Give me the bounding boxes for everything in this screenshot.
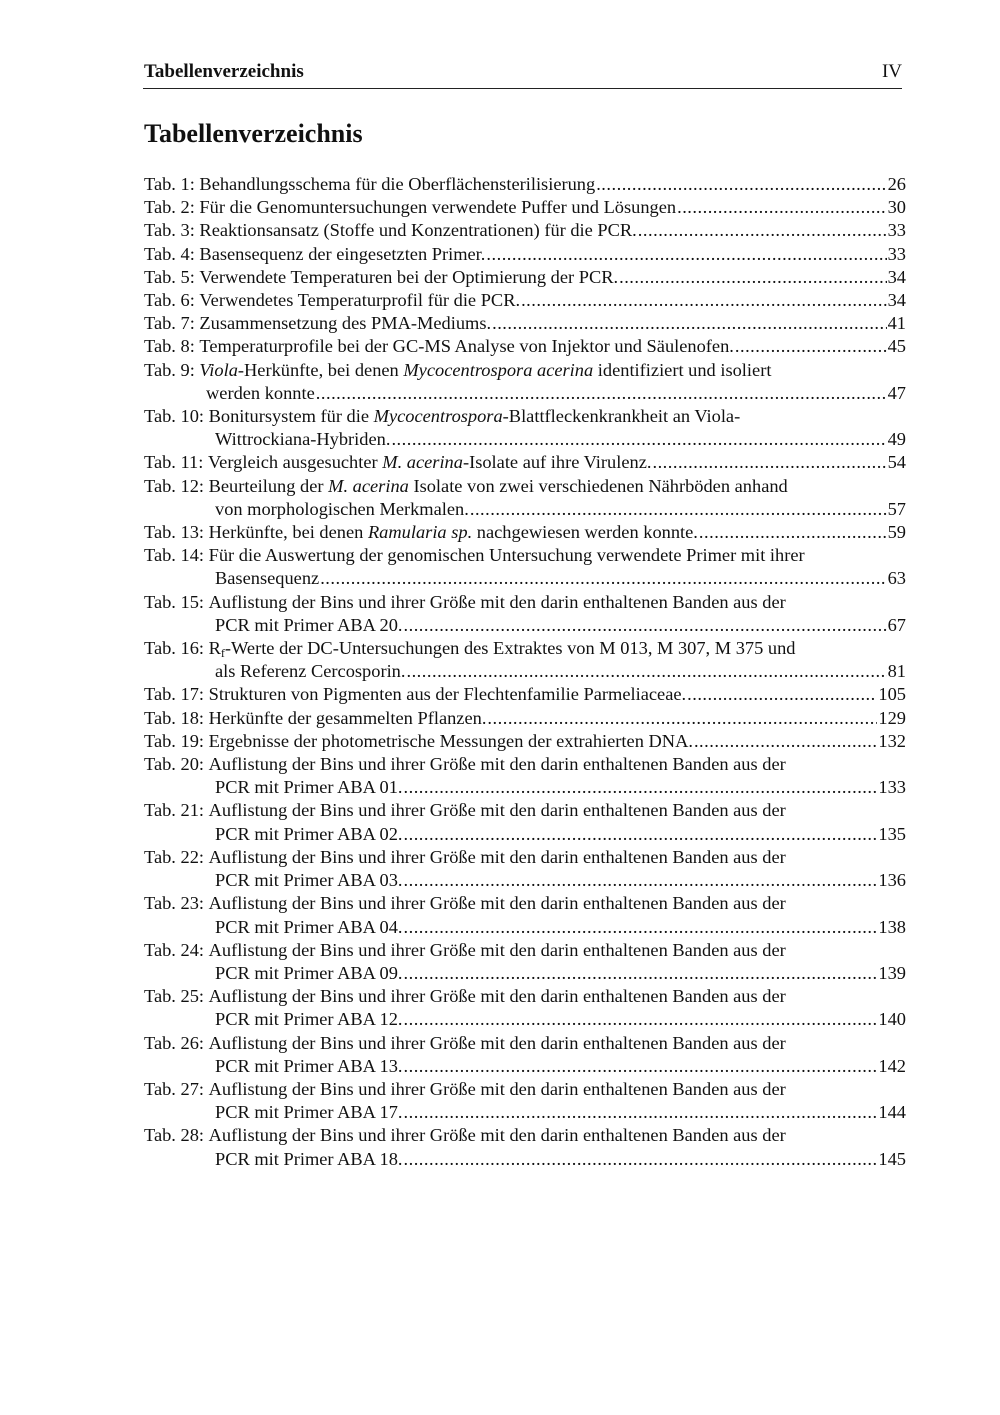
- dot-leader: [596, 173, 886, 196]
- dot-leader: [699, 521, 887, 544]
- toc-entry-23[interactable]: [144, 892, 906, 938]
- dot-leader: [687, 683, 877, 706]
- entry-label: Tab. 22:: [144, 846, 205, 867]
- dot-leader: [694, 730, 877, 753]
- toc-entry-9[interactable]: [144, 359, 906, 405]
- toc-entry-16[interactable]: [144, 637, 906, 683]
- entry-page: 81: [887, 661, 906, 682]
- toc-entry-24[interactable]: [144, 939, 906, 985]
- entry-title-continued: PCR mit Primer ABA 20.: [215, 614, 403, 635]
- entry-title-continued: PCR mit Primer ABA 01.: [215, 777, 403, 798]
- dot-leader: [619, 266, 887, 289]
- dot-leader: [404, 823, 878, 846]
- entry-title: Auflistung der Bins und ihrer Größe mit den darin enthaltenen Banden aus der: [208, 591, 786, 612]
- entry-page: 45: [887, 336, 906, 357]
- toc-entry-26[interactable]: [144, 1032, 906, 1078]
- entry-title: Zusammensetzung des PMA-Mediums.: [199, 313, 492, 334]
- entry-title: [209, 521, 698, 544]
- entry-title-italic: Mycocentrospora acerina: [403, 359, 594, 380]
- entry-title: Auflistung der Bins und ihrer Größe mit den darin enthaltenen Banden aus der: [208, 986, 786, 1007]
- dot-leader: [404, 776, 878, 799]
- dot-leader: [404, 962, 878, 985]
- entry-label: Tab. 11:: [144, 452, 204, 473]
- entry-page: 63: [887, 568, 906, 589]
- entry-title: [209, 405, 741, 428]
- entry-label: Tab. 19:: [144, 730, 205, 751]
- toc-entry-21[interactable]: [144, 799, 906, 845]
- entry-title: Auflistung der Bins und ihrer Größe mit den darin enthaltenen Banden aus der: [208, 939, 786, 960]
- entry-label: Tab. 9:: [144, 359, 195, 380]
- entry-title-continued: PCR mit Primer ABA 13.: [215, 1055, 403, 1076]
- entry-title-italic: Mycocentrospora: [373, 406, 503, 427]
- entry-label: Tab. 15:: [144, 591, 205, 612]
- entry-title-italic: M. acerina: [328, 475, 409, 496]
- entry-label: Tab. 26:: [144, 1032, 205, 1053]
- entry-title: Auflistung der Bins und ihrer Größe mit den darin enthaltenen Banden aus der: [208, 1032, 786, 1053]
- entry-title-continued: Basensequenz: [215, 568, 320, 589]
- entry-title-part: Vergleich ausgesuchter: [207, 452, 383, 473]
- dot-leader: [404, 1148, 878, 1171]
- entry-label: Tab. 16:: [144, 638, 205, 659]
- entry-title-part: -Isolate auf ihre Virulenz.: [462, 452, 652, 473]
- dot-leader: [404, 869, 878, 892]
- toc-entry-20[interactable]: [144, 753, 906, 799]
- entry-title: Reaktionsansatz (Stoffe und Konzentrationen) für die PCR.: [199, 220, 637, 241]
- toc-entry-15[interactable]: [144, 591, 906, 637]
- entry-title: [209, 637, 796, 660]
- entry-title: [199, 359, 771, 382]
- entry-title-continued: PCR mit Primer ABA 17.: [215, 1102, 403, 1123]
- toc-entry-10[interactable]: [144, 405, 906, 451]
- entry-title: Behandlungsschema für die Oberflächensterilisierung: [199, 174, 596, 194]
- dot-leader: [404, 1101, 878, 1124]
- entry-title-part: Beurteilung der: [208, 475, 329, 496]
- entry-label: Tab. 8:: [144, 336, 195, 357]
- dot-leader: [486, 243, 886, 266]
- entry-title-continued: PCR mit Primer ABA 04.: [215, 916, 403, 937]
- toc-entry-25[interactable]: [144, 985, 906, 1031]
- dot-leader: [470, 498, 887, 521]
- toc-entry-22[interactable]: [144, 846, 906, 892]
- entry-title-part: identifiziert und isoliert: [593, 359, 772, 380]
- entry-label: Tab. 20:: [144, 754, 205, 775]
- dot-leader: [677, 196, 887, 219]
- entry-title-continued: als Referenz Cercosporin.: [215, 661, 406, 682]
- entry-title: Temperaturprofile bei der GC-MS Analyse von Injektor und Säulenofen.: [199, 336, 734, 357]
- entry-title-italic: M. acerina: [382, 452, 463, 473]
- toc-entry-11[interactable]: [144, 451, 906, 474]
- entry-label: Tab. 2:: [144, 197, 195, 218]
- entry-page: 67: [887, 614, 906, 635]
- entry-title-continued: PCR mit Primer ABA 12.: [215, 1009, 403, 1030]
- entry-label: Tab. 28:: [144, 1125, 205, 1146]
- entry-title: Auflistung der Bins und ihrer Größe mit den darin enthaltenen Banden aus der: [208, 1125, 786, 1146]
- entry-page: 49: [887, 429, 906, 450]
- toc-entry-18[interactable]: [144, 707, 906, 730]
- entry-title-continued: Wittrockiana-Hybriden.: [215, 429, 391, 450]
- dot-leader: [521, 289, 887, 312]
- entry-label: Tab. 5:: [144, 266, 195, 287]
- entry-title-continued: PCR mit Primer ABA 03.: [215, 870, 403, 891]
- entry-title-part: Bonitursystem für die: [208, 406, 374, 427]
- running-header: [143, 58, 902, 89]
- entry-page: 129: [878, 707, 906, 728]
- entry-label: Tab. 1:: [144, 174, 195, 194]
- entry-page: 30: [887, 197, 906, 218]
- entry-label: Tab. 14:: [144, 545, 205, 566]
- entry-page: 135: [878, 823, 906, 844]
- entry-page: 34: [887, 290, 906, 311]
- entry-title-part: nachgewiesen werden konnte.: [472, 522, 698, 543]
- entry-title: Verwendete Temperaturen bei der Optimierung der PCR.: [199, 266, 619, 287]
- toc-entry-1[interactable]: [144, 173, 906, 196]
- entry-page: 144: [878, 1102, 906, 1123]
- entry-label: Tab. 3:: [144, 220, 195, 241]
- entry-title-part: -Blattfleckenkrankheit an Viola-: [502, 406, 741, 427]
- entry-title-continued: PCR mit Primer ABA 18.: [215, 1148, 403, 1169]
- entry-label: Tab. 10:: [144, 406, 205, 427]
- entry-title: Herkünfte der gesammelten Pflanzen.: [208, 707, 487, 728]
- entry-page: 33: [887, 220, 906, 241]
- entry-title-continued: von morphologischen Merkmalen.: [215, 498, 469, 519]
- toc-entry-17[interactable]: [144, 683, 906, 706]
- entry-page: 132: [878, 730, 906, 751]
- entry-page: 54: [887, 452, 906, 473]
- dot-leader: [487, 707, 877, 730]
- entry-title-italic: Ramularia sp.: [367, 522, 473, 543]
- entry-page: 47: [887, 382, 906, 403]
- toc-entry-27[interactable]: [144, 1078, 906, 1124]
- dot-leader: [316, 382, 887, 405]
- entry-page: 133: [878, 777, 906, 798]
- entry-label: Tab. 7:: [144, 313, 195, 334]
- subscript: f: [220, 646, 225, 661]
- dot-leader: [404, 916, 878, 939]
- table-of-tables: [144, 173, 906, 1171]
- page-title: Tabellenverzeichnis: [144, 119, 363, 148]
- running-header-title: Tabellenverzeichnis: [144, 61, 304, 82]
- entry-label: Tab. 27:: [144, 1078, 205, 1099]
- entry-label: Tab. 4:: [144, 243, 195, 264]
- entry-title-part: -Herkünfte, bei denen: [237, 359, 404, 380]
- entry-title-continued: PCR mit Primer ABA 02.: [215, 823, 403, 844]
- entry-page: 41: [887, 313, 906, 334]
- toc-entry-2[interactable]: [144, 196, 906, 219]
- toc-entry-19[interactable]: [144, 730, 906, 753]
- entry-title: [209, 475, 788, 498]
- dot-leader: [404, 1055, 878, 1078]
- entry-title: [208, 451, 652, 474]
- entry-title-part: Isolate von zwei verschiedenen Nährböden anhand: [408, 475, 788, 496]
- entry-page: 139: [878, 962, 906, 983]
- entry-title-part: -Werte der DC-Untersuchungen des Extraktes von M 013, M 307, M 375 und: [224, 638, 796, 659]
- toc-entry-28[interactable]: [144, 1124, 906, 1170]
- entry-title: Auflistung der Bins und ihrer Größe mit den darin enthaltenen Banden aus der: [208, 893, 786, 914]
- entry-title-continued: PCR mit Primer ABA 09.: [215, 962, 403, 983]
- entry-title: Verwendetes Temperaturprofil für die PCR.: [199, 290, 521, 311]
- entry-label: Tab. 18:: [144, 707, 205, 728]
- entry-label: Tab. 25:: [144, 986, 205, 1007]
- entry-label: Tab. 12:: [144, 475, 205, 496]
- entry-page: 59: [887, 522, 906, 543]
- dot-leader: [492, 312, 887, 335]
- entry-page: 26: [887, 174, 906, 194]
- entry-label: Tab. 6:: [144, 290, 195, 311]
- entry-title-continued: werden konnte: [206, 382, 315, 403]
- entry-page: 142: [878, 1055, 906, 1076]
- dot-leader: [404, 614, 887, 637]
- page-number: IV: [881, 61, 902, 82]
- entry-title: Für die Genomuntersuchungen verwendete Puffer und Lösungen: [199, 197, 677, 218]
- entry-label: Tab. 17:: [144, 684, 205, 705]
- entry-title: Für die Auswertung der genomischen Untersuchung verwendete Primer mit ihrer: [208, 545, 805, 566]
- entry-page: 138: [878, 916, 906, 937]
- entry-title-part: Herkünfte, bei denen: [208, 522, 368, 543]
- toc-entry-6[interactable]: [144, 289, 906, 312]
- dot-leader: [638, 219, 887, 242]
- dot-leader: [406, 660, 886, 683]
- toc-entry-4[interactable]: [144, 243, 906, 266]
- entry-title-part: R: [208, 638, 221, 659]
- entry-title: Auflistung der Bins und ihrer Größe mit den darin enthaltenen Banden aus der: [208, 1078, 786, 1099]
- entry-title: Ergebnisse der photometrische Messungen der extrahierten DNA.: [208, 730, 693, 751]
- entry-page: 145: [878, 1148, 906, 1169]
- entry-page: 33: [887, 243, 906, 264]
- dot-leader: [652, 451, 886, 474]
- toc-entry-5[interactable]: [144, 266, 906, 289]
- dot-leader: [391, 428, 886, 451]
- entry-title: Auflistung der Bins und ihrer Größe mit den darin enthaltenen Banden aus der: [208, 754, 786, 775]
- entry-title: Basensequenz der eingesetzten Primer.: [199, 243, 486, 264]
- entry-title-italic: Viola: [199, 359, 238, 380]
- entry-page: 57: [887, 498, 906, 519]
- entry-page: 34: [887, 266, 906, 287]
- entry-label: Tab. 23:: [144, 893, 205, 914]
- entry-title: Strukturen von Pigmenten aus der Flechtenfamilie Parmeliaceae.: [208, 684, 687, 705]
- dot-leader: [735, 335, 887, 358]
- dot-leader: [404, 1008, 878, 1031]
- entry-label: Tab. 13:: [144, 522, 205, 543]
- entry-page: 136: [878, 870, 906, 891]
- entry-title: Auflistung der Bins und ihrer Größe mit den darin enthaltenen Banden aus der: [208, 846, 786, 867]
- dot-leader: [320, 567, 886, 590]
- toc-entry-13[interactable]: [144, 521, 906, 544]
- toc-entry-3[interactable]: [144, 219, 906, 242]
- entry-page: 140: [878, 1009, 906, 1030]
- toc-entry-8[interactable]: [144, 335, 906, 358]
- toc-entry-7[interactable]: [144, 312, 906, 335]
- entry-title: Auflistung der Bins und ihrer Größe mit den darin enthaltenen Banden aus der: [208, 800, 786, 821]
- entry-label: Tab. 21:: [144, 800, 205, 821]
- entry-label: Tab. 24:: [144, 939, 205, 960]
- toc-entry-14[interactable]: [144, 544, 906, 590]
- entry-page: 105: [878, 684, 906, 705]
- toc-entry-12[interactable]: [144, 475, 906, 521]
